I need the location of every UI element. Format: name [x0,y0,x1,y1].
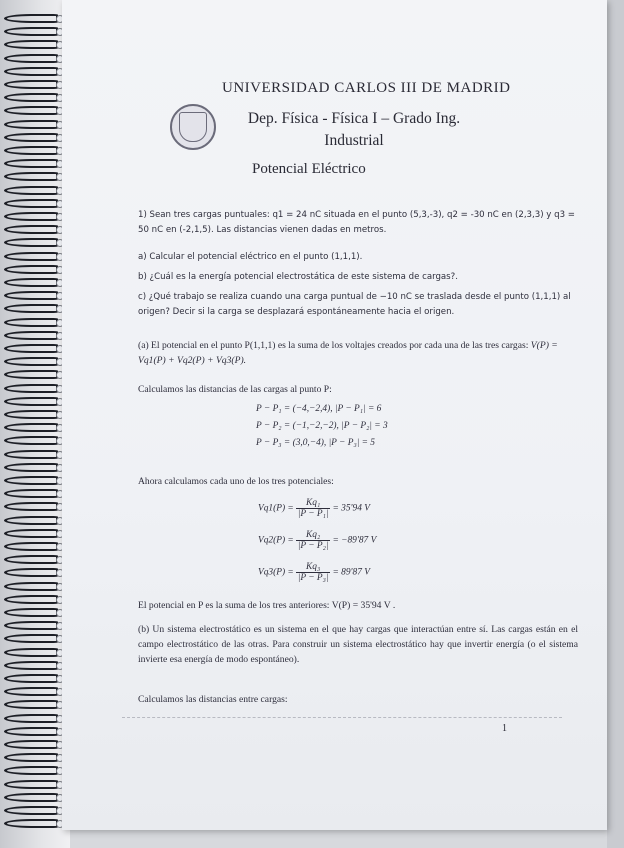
binding-coil [4,463,58,472]
binding-coil [4,489,58,498]
binding-coil [4,450,58,459]
binding-coil [4,780,58,789]
binding-coil [4,727,58,736]
binding-coil [4,529,58,538]
binding-coil [4,67,58,76]
binding-coil [4,661,58,670]
binding-coil [4,212,58,221]
binding-coil [4,225,58,234]
binding-coil [4,608,58,617]
binding-coil [4,331,58,340]
distance-line: P − P₂ = (−1,−2,−2), |P − P₂| = 3 [256,421,388,431]
binding-coil [4,476,58,485]
binding-coil [4,555,58,564]
binding-coil [4,199,58,208]
department-line: Dep. Física - Física I – Grado Ing. Industrial [247,110,461,149]
binding-coil [4,14,58,23]
binding-coil [4,384,58,393]
problem-part-c: c) ¿Qué trabajo se realiza cuando una carga puntual de −10 nC se traslada desde el punto (1,1,1) al origen? Decir si la carga se desplazará espontáneamente hacia el origen. [138,292,571,317]
binding-coil [4,93,58,102]
binding-coil [4,357,58,366]
page-divider [122,717,562,718]
university-name: UNIVERSIDAD CARLOS III DE MADRID [222,80,511,96]
binding-coil [4,582,58,591]
distance-line: P − P₃ = (3,0,−4), |P − P₃| = 5 [256,438,375,448]
binding-coil [4,621,58,630]
binding-coil [4,687,58,696]
binding-coil [4,146,58,155]
document-page [62,0,607,830]
binding-coil [4,793,58,802]
binding-coil [4,186,58,195]
distance-line: P − P₁ = (−4,−2,4), |P − P₁| = 6 [256,404,382,414]
binding-coil [4,344,58,353]
binding-coil [4,120,58,129]
binding-coil [4,740,58,749]
binding-coil [4,278,58,287]
binding-coil [4,516,58,525]
binding-coil [4,648,58,657]
binding-coil [4,265,58,274]
solution-b-next: Calculamos las distancias entre cargas: [138,694,288,705]
problem-part-a: a) Calcular el potencial eléctrico en el punto (1,1,1). [138,252,363,262]
binding-coil [4,397,58,406]
solution-a-formula: V(P) = Vq1(P) + Vq2(P) + Vq3(P). [138,340,558,366]
potential-equation: Vq2(P) = $\frac{\text{Kq₂}}{\text{|P − P₂|}}$ = −89'87 V [258,530,377,551]
binding-coil [4,159,58,168]
problem-part-b: b) ¿Cuál es la energía potencial electrostática de este sistema de cargas?. [138,272,458,282]
page-number: 1 [502,723,507,734]
distances-intro: Calculamos las distancias de las cargas al punto P: [138,384,332,395]
binding-coil [4,819,58,828]
university-seal-icon [170,104,216,150]
binding-coil [4,542,58,551]
binding-coil [4,753,58,762]
page-edge-shadow [607,0,624,848]
binding-coil [4,595,58,604]
binding-coil [4,674,58,683]
binding-coil [4,291,58,300]
solution-b-text: (b) Un sistema electrostático es un sistema en el que hay cargas que interactúan entre sí. Las cargas están en el campo electrostático de las otras. Para construir un sistema electrostático hay que invertir energía (o el sistema invierte esa energía de modo espontáneo). [138,624,578,665]
binding-coil [4,54,58,63]
potentials-intro: Ahora calculamos cada uno de los tres potenciales: [138,476,334,487]
binding-coil [4,714,58,723]
binding-coil [4,133,58,142]
problem-statement: 1) Sean tres cargas puntuales: q1 = 24 nC situada en el punto (5,3,-3), q2 = -30 nC en (2,3,3) y q3 = 50 nC en (-2,1,5). Las distancias vienen dadas en metros. [138,210,575,235]
binding-coil [4,318,58,327]
binding-coil [4,423,58,432]
binding-coil [4,27,58,36]
binding-coil [4,252,58,261]
solution-a-intro: (a) El potencial en el punto P(1,1,1) es la suma de los voltajes creados por cada una de las tres cargas: V(P) = Vq1(P) + Vq2(P) + Vq3(P). [138,340,558,366]
total-potential: El potencial en P es la suma de los tres anteriores: V(P) = 35'94 V . [138,600,396,611]
document-title: Potencial Eléctrico [252,161,366,177]
binding-coil [4,806,58,815]
binding-coil [4,410,58,419]
potential-equation: Vq1(P) = $\frac{\text{Kq₁}}{\text{|P − P₁|}}$ = 35'94 V [258,498,370,519]
binding-coil [4,80,58,89]
potential-equation: Vq3(P) = $\frac{\text{Kq₃}}{\text{|P − P₃|}}$ = 89'87 V [258,562,370,583]
